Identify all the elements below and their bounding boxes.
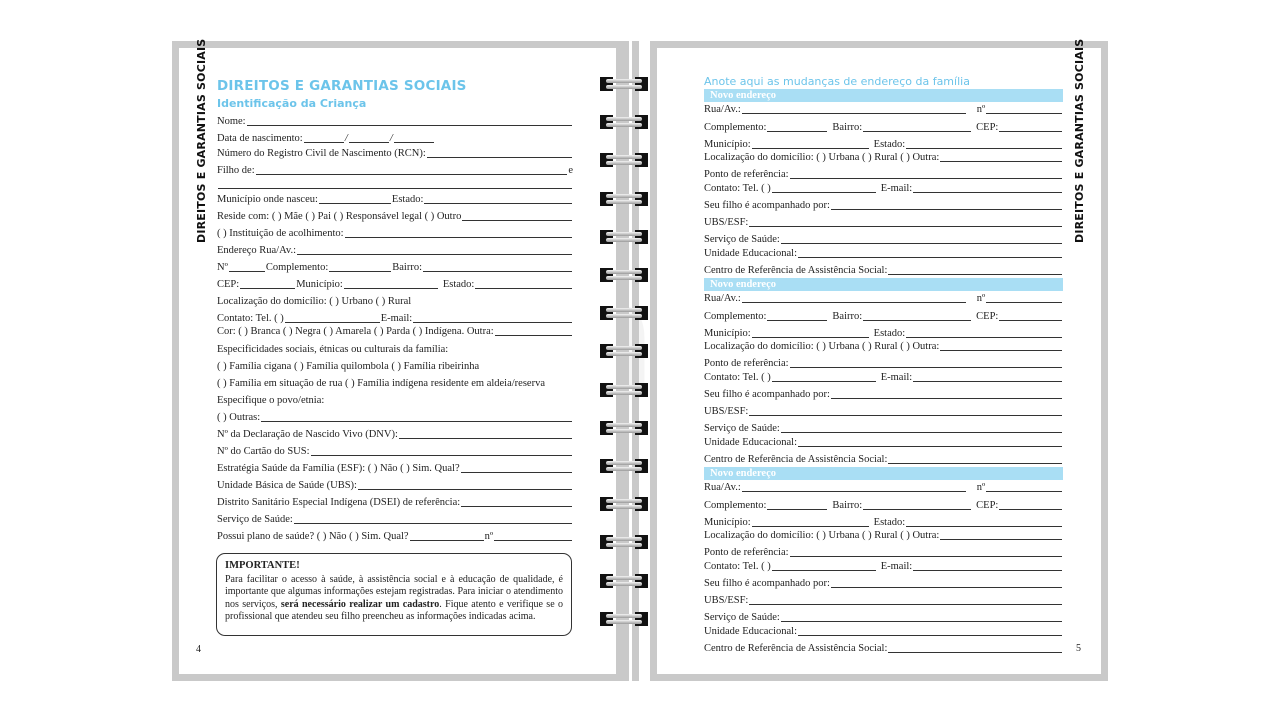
field-numero-complemento-bairro[interactable] — [217, 261, 573, 274]
field-label: Nº do Cartão do SUS: — [217, 446, 310, 457]
field-label: Especificidades sociais, étnicas ou culturais da família: — [217, 344, 449, 355]
field-ponto-referencia[interactable] — [704, 357, 1063, 370]
input-line-month[interactable] — [349, 142, 389, 143]
field-label: Seu filho é acompanhado por: — [704, 578, 830, 589]
input-line[interactable] — [399, 438, 572, 439]
field-servico-saude[interactable] — [704, 611, 1063, 624]
input-line[interactable] — [798, 257, 1062, 258]
input-line[interactable] — [940, 350, 1062, 351]
checkbox-options[interactable]: ( ) Família em situação de rua ( ) Família indígena residente em aldeia/reserva — [217, 378, 545, 389]
field-acompanhado[interactable] — [704, 577, 1063, 590]
field-label: Complemento: — [704, 122, 767, 133]
input-line[interactable] — [410, 540, 484, 541]
field-label: Endereço Rua/Av.: — [217, 245, 297, 256]
field-label: Contato: Tel. ( ) — [704, 183, 771, 194]
field-dnv[interactable] — [217, 428, 573, 441]
spiral-ring — [600, 383, 648, 397]
right-side-title: DIREITOS E GARANTIAS SOCIAIS — [1073, 38, 1086, 243]
input-line[interactable] — [863, 320, 971, 321]
input-line[interactable] — [240, 288, 295, 289]
field-label: Município: — [704, 517, 751, 528]
field-label: Nº da Declaração de Nascido Vivo (DNV): — [217, 429, 398, 440]
input-line[interactable] — [999, 509, 1062, 510]
input-line[interactable] — [247, 125, 572, 126]
field-label: Localização do domicílio: ( ) Urbana ( ) Rural ( ) Outra: — [704, 530, 940, 541]
input-line[interactable] — [285, 322, 380, 323]
field-label: Possui plano de saúde? ( ) Não ( ) Sim. Qual? — [217, 531, 409, 542]
input-line[interactable] — [427, 157, 572, 158]
left-page-subtitle: Identificação da Criança — [217, 97, 367, 110]
field-label: e — [568, 165, 573, 176]
field-ubs-esf[interactable] — [704, 405, 1063, 418]
field-cor[interactable] — [217, 325, 573, 338]
input-line[interactable] — [495, 335, 572, 336]
input-line[interactable] — [461, 472, 572, 473]
important-title: IMPORTANTE! — [225, 560, 300, 571]
spiral-ring — [600, 192, 648, 206]
field-label: Distrito Sanitário Especial Indígena (DSEI) de referência: — [217, 497, 461, 508]
input-line[interactable] — [888, 463, 1062, 464]
field-label: E-mail: — [880, 183, 913, 194]
field-label: CEP: — [976, 500, 999, 511]
field-label: Unidade Educacional: — [704, 248, 798, 259]
field-label: CEP: — [217, 279, 240, 290]
field-complemento-bairro-cep[interactable] — [704, 121, 1063, 134]
field-ubs-esf[interactable] — [704, 594, 1063, 607]
input-line[interactable] — [462, 220, 572, 221]
field-label: Centro de Referência de Assistência Social: — [704, 454, 888, 465]
field-contato[interactable] — [704, 182, 1063, 195]
field-label: Reside com: ( ) Mãe ( ) Pai ( ) Responsável legal ( ) Outro — [217, 211, 462, 222]
field-familias-2[interactable] — [217, 377, 573, 390]
field-ponto-referencia[interactable] — [704, 546, 1063, 559]
field-familias-1[interactable] — [217, 360, 573, 373]
important-notice-box — [216, 553, 572, 636]
input-line[interactable] — [863, 131, 971, 132]
field-label: Centro de Referência de Assistência Social: — [704, 265, 888, 276]
field-municipio-estado[interactable] — [704, 138, 1063, 151]
field-contato[interactable] — [704, 560, 1063, 573]
field-label: UBS/ESF: — [704, 217, 749, 228]
field-label: Unidade Educacional: — [704, 626, 798, 637]
field-rua[interactable] — [704, 481, 1063, 494]
input-line[interactable] — [986, 113, 1062, 114]
new-address-band: Novo endereço — [704, 89, 1063, 102]
new-address-band: Novo endereço — [704, 467, 1063, 480]
input-line[interactable] — [767, 320, 827, 321]
field-label: Estado: — [442, 279, 475, 290]
field-label: nº — [976, 293, 986, 304]
spiral-ring — [600, 344, 648, 358]
input-line[interactable] — [913, 381, 1062, 382]
field-municipio-nasceu[interactable] — [217, 193, 573, 206]
field-label: Unidade Básica de Saúde (UBS): — [217, 480, 357, 491]
field-complemento-bairro-cep[interactable] — [704, 310, 1063, 323]
input-line[interactable] — [752, 337, 869, 338]
field-data-nascimento[interactable] — [217, 132, 435, 145]
input-line[interactable] — [772, 381, 876, 382]
spiral-ring — [600, 115, 648, 129]
field-label: Município: — [296, 279, 343, 290]
input-line[interactable] — [831, 398, 1062, 399]
field-label: Filho de: — [217, 165, 255, 176]
input-line[interactable] — [913, 570, 1062, 571]
important-text-part: Para facilitar o acesso à saúde, à assistência social e à educação de qualidade, é importante que algumas informações estejam registradas. Para iniciar o atendimento nos serviços, — [225, 573, 563, 610]
field-label: Complemento: — [704, 311, 767, 322]
field-label: E-mail: — [380, 313, 413, 324]
field-servico-saude[interactable] — [704, 422, 1063, 435]
field-label: Estratégia Saúde da Família (ESF): ( ) Não ( ) Sim. Qual? — [217, 463, 460, 474]
field-cras[interactable] — [704, 264, 1063, 277]
input-line[interactable] — [329, 271, 391, 272]
field-label: E-mail: — [880, 561, 913, 572]
input-line[interactable] — [863, 509, 971, 510]
field-povo-etnia — [217, 394, 573, 407]
field-label: Contato: Tel. ( ) — [704, 561, 771, 572]
input-line[interactable] — [999, 131, 1062, 132]
input-line[interactable] — [940, 539, 1062, 540]
field-localizacao[interactable] — [704, 151, 1063, 164]
field-acompanhado[interactable] — [704, 388, 1063, 401]
page-number-right: 5 — [1076, 643, 1081, 654]
field-label: Ponto de referência: — [704, 358, 789, 369]
field-label: Serviço de Saúde: — [704, 234, 780, 245]
input-line[interactable] — [781, 621, 1062, 622]
field-label: UBS/ESF: — [704, 406, 749, 417]
important-text — [225, 574, 563, 624]
field-municipio-estado[interactable] — [704, 327, 1063, 340]
field-esf[interactable] — [217, 462, 573, 475]
input-line[interactable] — [742, 113, 966, 114]
field-servico-saude[interactable] — [704, 233, 1063, 246]
field-rcn[interactable] — [217, 147, 573, 160]
field-label: Nome: — [217, 116, 246, 127]
field-rua[interactable] — [704, 103, 1063, 116]
field-filho-de[interactable] — [217, 164, 573, 177]
field-label: Rua/Av.: — [704, 482, 741, 493]
field-label: Contato: Tel. ( ) — [217, 313, 284, 324]
input-line[interactable] — [229, 271, 265, 272]
input-line[interactable] — [798, 635, 1062, 636]
input-line[interactable] — [986, 302, 1062, 303]
field-complemento-bairro-cep[interactable] — [704, 499, 1063, 512]
field-label: CEP: — [976, 122, 999, 133]
field-label: Estado: — [391, 194, 424, 205]
field-label: Ponto de referência: — [704, 547, 789, 558]
field-ubs[interactable] — [217, 479, 573, 492]
field-label: Bairro: — [832, 122, 863, 133]
field-localizacao[interactable] — [704, 529, 1063, 542]
input-line[interactable] — [906, 526, 1062, 527]
input-line[interactable] — [772, 192, 876, 193]
field-unidade-educacional[interactable] — [704, 247, 1063, 260]
field-label: Seu filho é acompanhado por: — [704, 200, 830, 211]
input-line[interactable] — [742, 302, 966, 303]
input-line[interactable] — [767, 509, 827, 510]
field-label: Localização do domicílio: ( ) Urbana ( ) Rural ( ) Outra: — [704, 152, 940, 163]
field-especificidades — [217, 343, 573, 356]
input-line[interactable] — [913, 192, 1062, 193]
input-line[interactable] — [218, 188, 572, 189]
field-rua[interactable] — [704, 292, 1063, 305]
input-line[interactable] — [358, 489, 572, 490]
field-label: Bairro: — [392, 262, 423, 273]
field-label: Bairro: — [832, 311, 863, 322]
input-line[interactable] — [749, 604, 1062, 605]
field-label: Estado: — [873, 328, 906, 339]
field-sus[interactable] — [217, 445, 573, 458]
input-line[interactable] — [311, 455, 572, 456]
input-line[interactable] — [413, 322, 572, 323]
input-line[interactable] — [781, 432, 1062, 433]
checkbox-options[interactable]: ( ) Família cigana ( ) Família quilombola ( ) Família ribeirinha — [217, 361, 480, 372]
input-line[interactable] — [344, 288, 438, 289]
input-line[interactable] — [319, 203, 391, 204]
spiral-ring — [600, 421, 648, 435]
field-acompanhado[interactable] — [704, 199, 1063, 212]
field-contato[interactable] — [217, 312, 573, 325]
field-cep-municipio-estado[interactable] — [217, 278, 573, 291]
field-label: Serviço de Saúde: — [704, 423, 780, 434]
field-label: Complemento: — [265, 262, 329, 273]
spiral-ring — [600, 612, 648, 626]
field-unidade-educacional[interactable] — [704, 436, 1063, 449]
field-label: nº — [976, 104, 986, 115]
input-line[interactable] — [831, 587, 1062, 588]
input-line[interactable] — [790, 556, 1062, 557]
field-nome[interactable] — [217, 115, 573, 128]
input-line[interactable] — [494, 540, 572, 541]
input-line[interactable] — [906, 337, 1062, 338]
input-line[interactable] — [742, 491, 966, 492]
field-localizacao[interactable] — [704, 340, 1063, 353]
input-line[interactable] — [423, 271, 572, 272]
field-municipio-estado[interactable] — [704, 516, 1063, 529]
input-line[interactable] — [888, 652, 1062, 653]
field-label: Centro de Referência de Assistência Social: — [704, 643, 888, 654]
field-label: Especifique o povo/etnia: — [217, 395, 325, 406]
field-unidade-educacional[interactable] — [704, 625, 1063, 638]
new-address-band: Novo endereço — [704, 278, 1063, 291]
field-label: nº — [976, 482, 986, 493]
input-line[interactable] — [790, 178, 1062, 179]
spiral-ring — [600, 153, 648, 167]
input-line[interactable] — [986, 491, 1062, 492]
input-line[interactable] — [297, 254, 572, 255]
field-label: ( ) Outras: — [217, 412, 261, 423]
input-line[interactable] — [781, 243, 1062, 244]
field-label: Rua/Av.: — [704, 104, 741, 115]
field-label: nº — [484, 531, 494, 542]
field-label: Número do Registro Civil de Nascimento (RCN): — [217, 148, 426, 159]
input-line[interactable] — [752, 148, 869, 149]
field-label: E-mail: — [880, 372, 913, 383]
field-label: Ponto de referência: — [704, 169, 789, 180]
input-line[interactable] — [294, 523, 572, 524]
field-label: Serviço de Saúde: — [217, 514, 293, 525]
field-label: Estado: — [873, 517, 906, 528]
input-line[interactable] — [831, 209, 1062, 210]
field-ponto-referencia[interactable] — [704, 168, 1063, 181]
field-label: UBS/ESF: — [704, 595, 749, 606]
input-line-day[interactable] — [304, 142, 344, 143]
field-label: Data de nascimento: — [217, 133, 303, 144]
field-cras[interactable] — [704, 642, 1063, 655]
spiral-ring — [600, 497, 648, 511]
field-plano-saude[interactable] — [217, 530, 573, 543]
field-label: Complemento: — [704, 500, 767, 511]
date-separator: / — [344, 133, 348, 144]
field-label: Localização do domicílio: ( ) Urbano ( ) Rural — [217, 296, 412, 307]
input-line[interactable] — [424, 203, 572, 204]
spiral-ring — [600, 306, 648, 320]
field-ubs-esf[interactable] — [704, 216, 1063, 229]
input-line[interactable] — [749, 226, 1062, 227]
spiral-ring — [600, 268, 648, 282]
field-label: Nº — [217, 262, 228, 273]
spiral-ring — [600, 230, 648, 244]
spiral-ring — [600, 77, 648, 91]
spiral-ring — [600, 574, 648, 588]
field-endereco[interactable] — [217, 244, 573, 257]
input-line[interactable] — [999, 320, 1062, 321]
field-filho-de-continued[interactable] — [217, 178, 573, 191]
field-localizacao — [217, 295, 573, 308]
input-line[interactable] — [772, 570, 876, 571]
input-line[interactable] — [461, 506, 572, 507]
field-label: Município: — [704, 328, 751, 339]
date-separator: / — [389, 133, 393, 144]
field-label: Cor: ( ) Branca ( ) Negra ( ) Amarela ( ) Parda ( ) Indígena. Outra: — [217, 326, 494, 337]
spiral-ring — [600, 459, 648, 473]
input-line[interactable] — [888, 274, 1062, 275]
input-line[interactable] — [767, 131, 827, 132]
input-line[interactable] — [906, 148, 1062, 149]
field-label: Município onde nasceu: — [217, 194, 318, 205]
input-line[interactable] — [752, 526, 869, 527]
field-dsei[interactable] — [217, 496, 573, 509]
input-line[interactable] — [256, 174, 568, 175]
left-side-title: DIREITOS E GARANTIAS SOCIAIS — [195, 38, 208, 243]
input-line[interactable] — [345, 237, 572, 238]
field-reside-com[interactable] — [217, 210, 573, 223]
right-page-title: Anote aqui as mudanças de endereço da família — [704, 75, 970, 88]
input-line[interactable] — [749, 415, 1062, 416]
field-label: Bairro: — [832, 500, 863, 511]
field-label: Serviço de Saúde: — [704, 612, 780, 623]
field-label: Localização do domicílio: ( ) Urbana ( ) Rural ( ) Outra: — [704, 341, 940, 352]
field-label: Contato: Tel. ( ) — [704, 372, 771, 383]
input-line[interactable] — [475, 288, 572, 289]
important-text-part: . Fique atento e verifique se o profissional que atendeu seu filho preencheu as informações indicadas acima. — [225, 598, 563, 623]
field-label: Município: — [704, 139, 751, 150]
left-page-title: DIREITOS E GARANTIAS SOCIAIS — [217, 78, 467, 94]
important-text-bold: será necessário realizar um cadastro — [280, 598, 440, 610]
page-number-left: 4 — [196, 644, 201, 655]
field-label: Unidade Educacional: — [704, 437, 798, 448]
field-instituicao[interactable] — [217, 227, 573, 240]
field-label: Rua/Av.: — [704, 293, 741, 304]
spiral-ring — [600, 535, 648, 549]
input-line-year[interactable] — [394, 142, 434, 143]
field-label: Estado: — [873, 139, 906, 150]
field-servico-saude[interactable] — [217, 513, 573, 526]
input-line[interactable] — [790, 367, 1062, 368]
input-line[interactable] — [261, 421, 572, 422]
field-outras[interactable] — [217, 411, 573, 424]
field-cras[interactable] — [704, 453, 1063, 466]
input-line[interactable] — [798, 446, 1062, 447]
input-line[interactable] — [940, 161, 1062, 162]
field-contato[interactable] — [704, 371, 1063, 384]
field-label: CEP: — [976, 311, 999, 322]
field-label: Seu filho é acompanhado por: — [704, 389, 830, 400]
field-label: ( ) Instituição de acolhimento: — [217, 228, 344, 239]
